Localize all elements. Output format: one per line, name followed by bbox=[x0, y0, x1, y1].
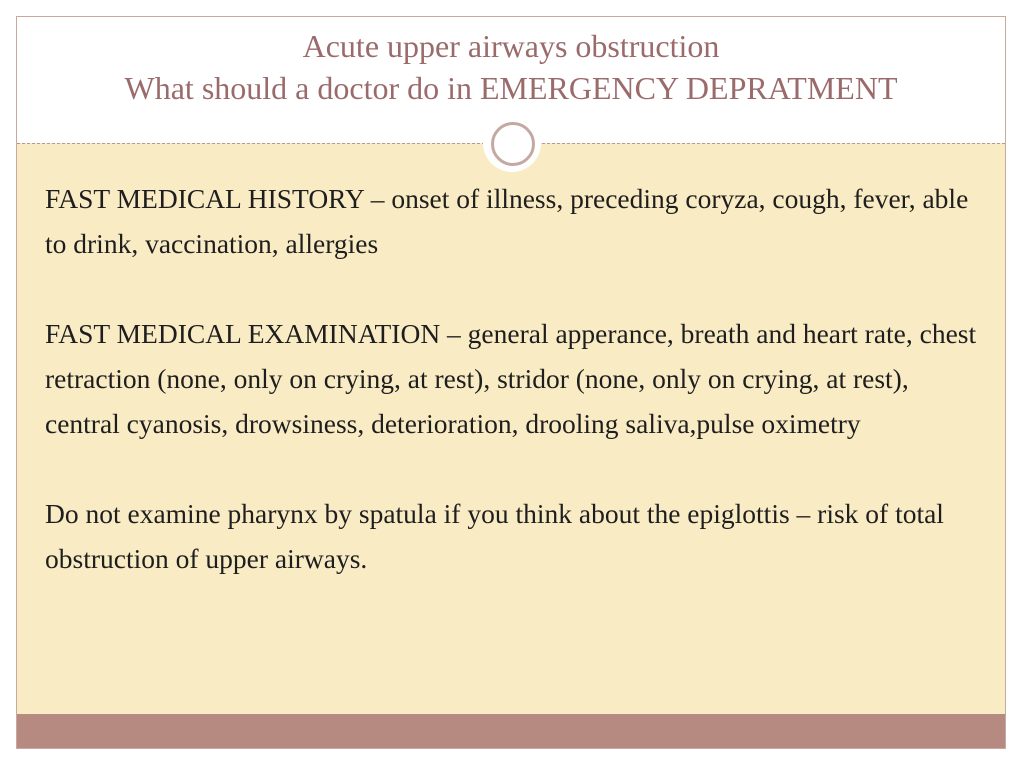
title-line-1: Acute upper airways obstruction bbox=[302, 28, 720, 64]
slide-title bbox=[17, 25, 1005, 109]
paragraph-medical-history: FAST MEDICAL HISTORY – onset of illness, preceding coryza, cough, fever, able to drink, vaccination, allergies bbox=[45, 183, 969, 259]
paragraph-spacer bbox=[45, 266, 985, 311]
title-line-2: What should a doctor do in EMERGENCY DEPRATMENT bbox=[124, 70, 898, 106]
circle-ornament-inner bbox=[491, 122, 535, 166]
paragraph-spacer bbox=[45, 446, 985, 491]
slide bbox=[16, 16, 1006, 749]
circle-ornament-icon bbox=[483, 114, 541, 172]
footer-bar bbox=[17, 714, 1005, 748]
paragraph-medical-examination: FAST MEDICAL EXAMINATION – general apperance, breath and heart rate, chest retraction (none, only on crying, at rest), stridor (none, only on crying, at rest), central cyanosis, drowsiness, deterioration, drooling saliva,pulse oximetry bbox=[45, 318, 977, 439]
paragraph-epiglottis-warning: Do not examine pharynx by spatula if you think about the epiglottis – risk of total obstruction of upper airways. bbox=[45, 498, 944, 574]
slide-body bbox=[45, 176, 985, 581]
